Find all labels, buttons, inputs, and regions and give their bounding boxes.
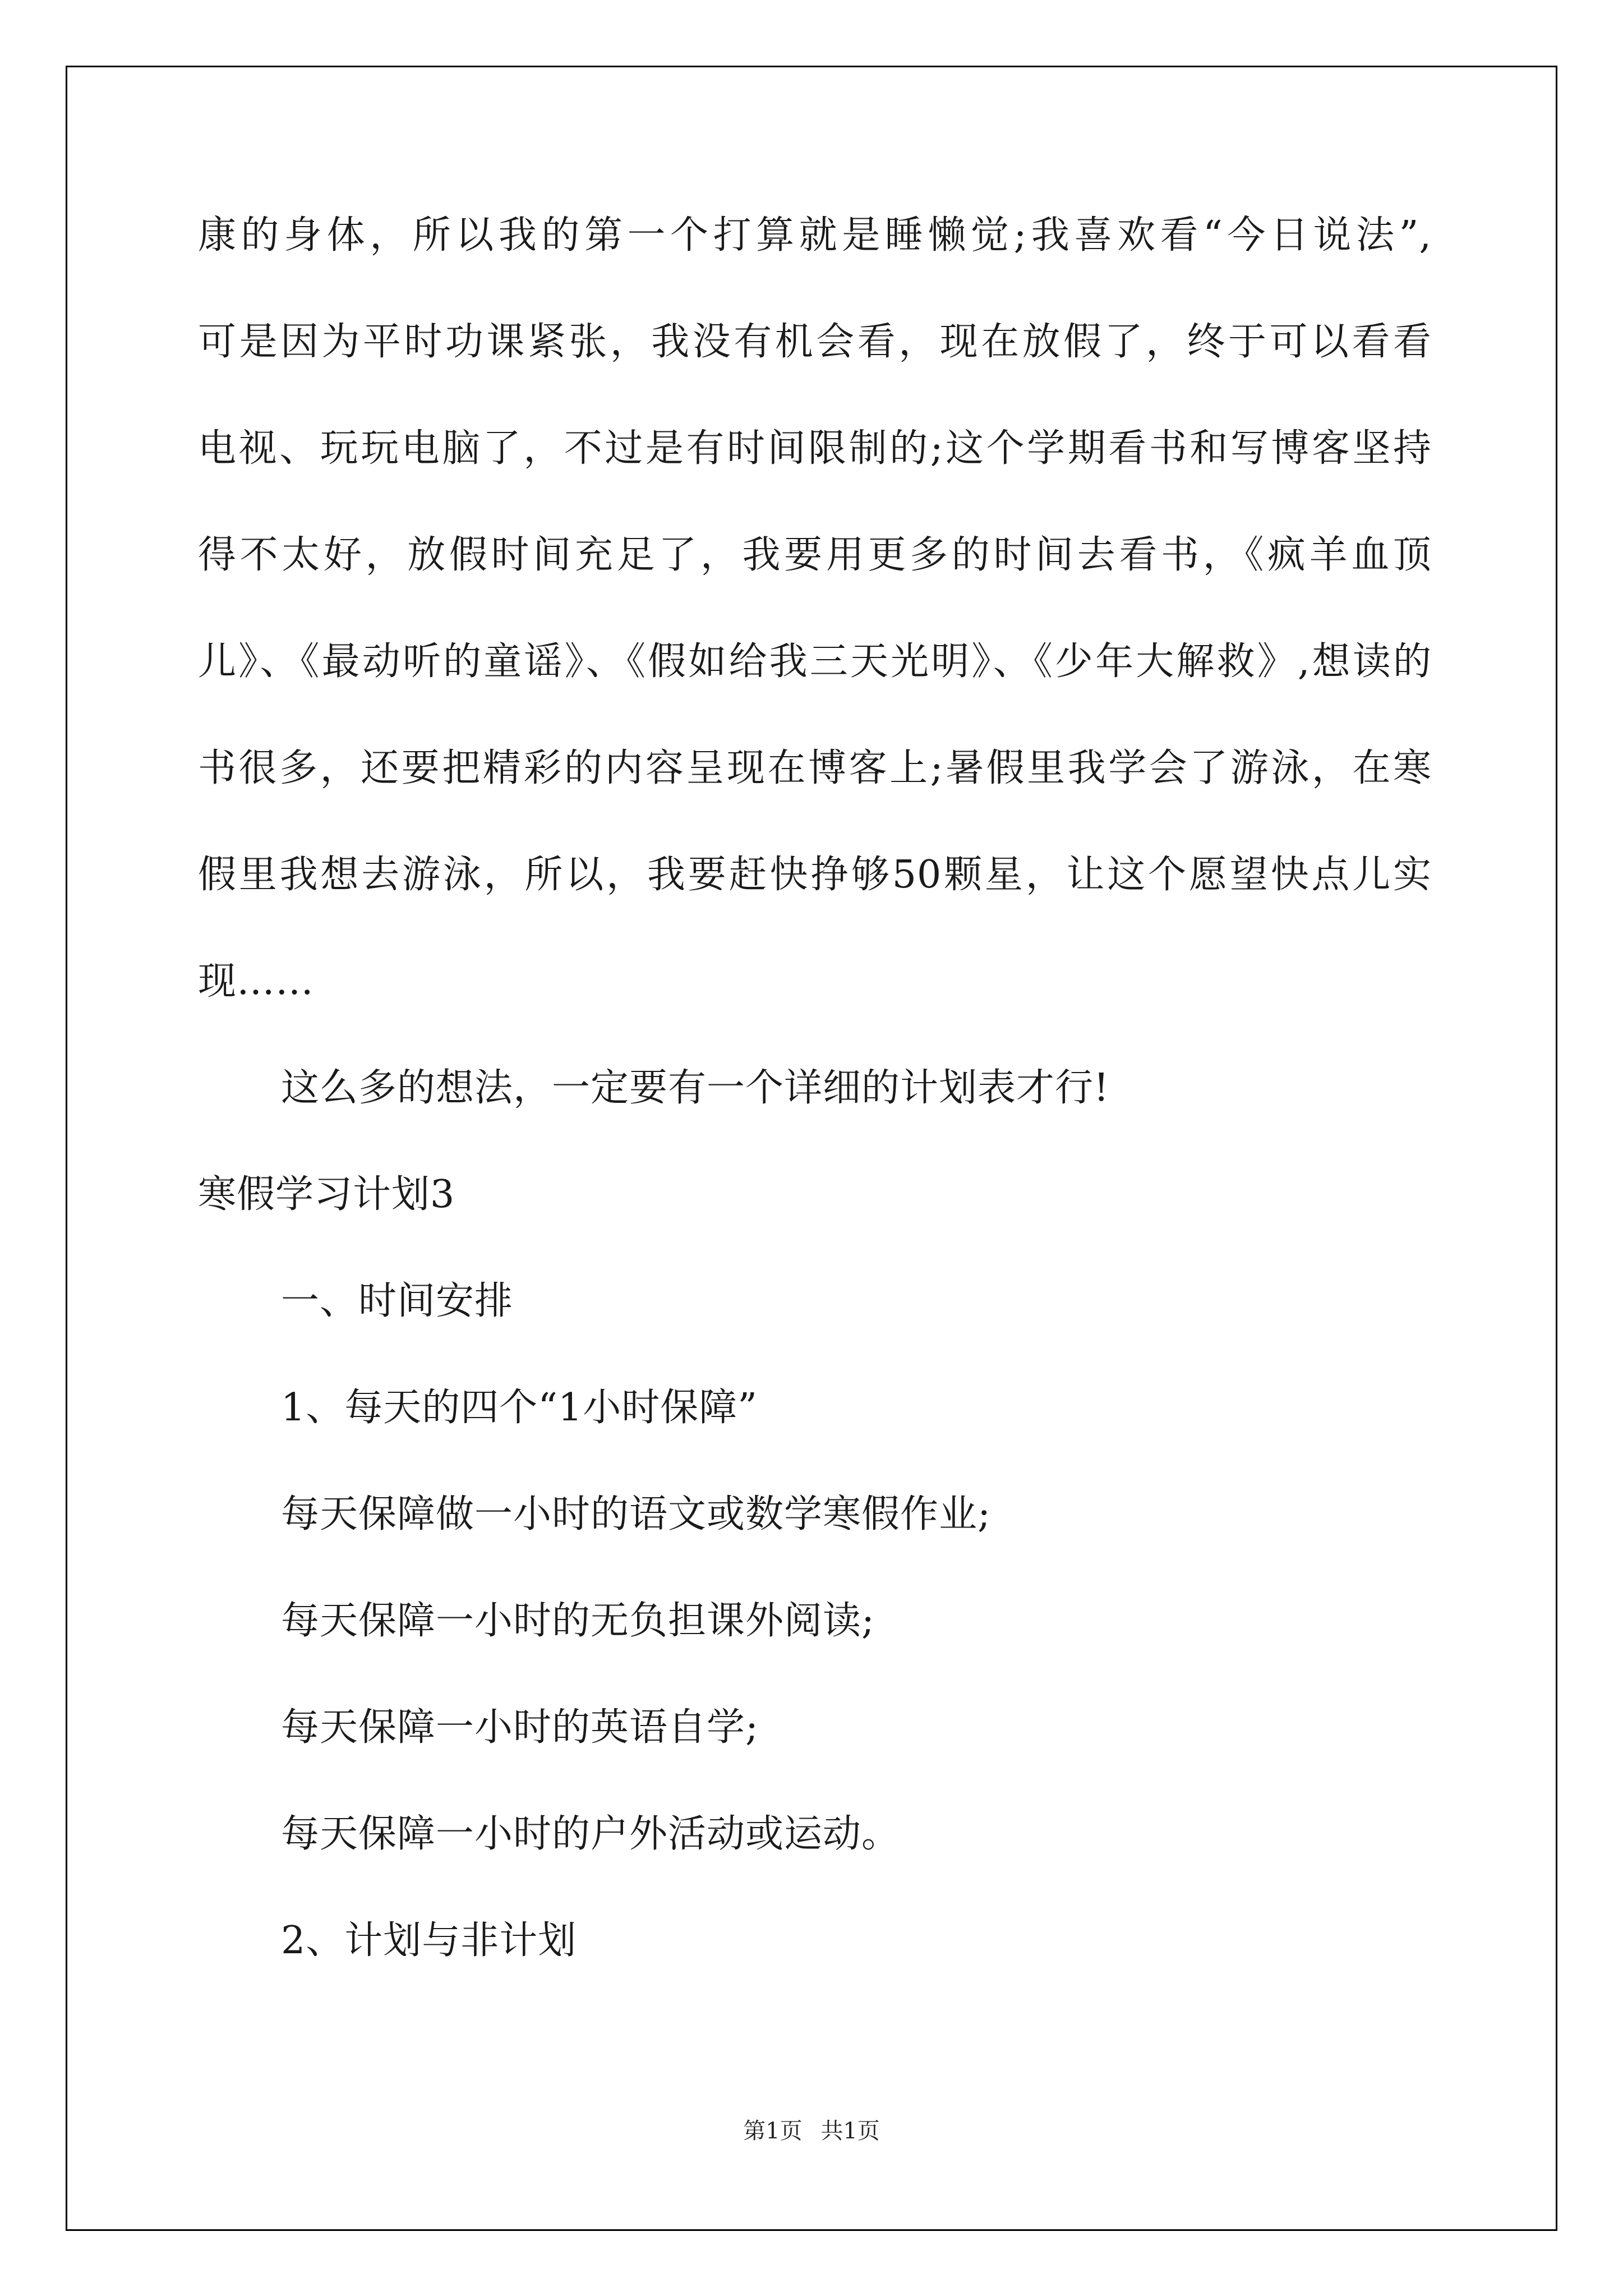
section-title: 寒假学习计划3 [198,1172,455,1217]
paragraph-line-2: 可是因为平时功课紧张，我没有机会看，现在放假了，终于可以看看 [198,320,1432,364]
page-number: 第1页 [743,2118,803,2144]
paragraph-line-5: 儿》、《最动听的童谣》、《假如给我三天光明》、《少年大解救》,想读的 [198,639,1432,684]
page-footer [0,2116,1623,2146]
paragraph-line-7: 假里我想去游泳，所以，我要赶快挣够50颗星，让这个愿望快点儿实 [198,853,1432,897]
list-item: 每天保障一小时的户外活动或运动。 [281,1812,901,1856]
list-item: 每天保障做一小时的语文或数学寒假作业; [281,1492,991,1536]
item-plan-and-nonplan: 2、计划与非计划 [281,1918,577,1963]
item-four-hour-guarantee: 1、每天的四个“1小时保障” [281,1386,758,1430]
paragraph-line-3: 电视、玩玩电脑了，不过是有时间限制的;这个学期看书和写博客坚持 [198,426,1432,471]
paragraph-line-4: 得不太好，放假时间充足了，我要用更多的时间去看书，《疯羊血顶 [198,533,1432,577]
document-body [198,213,1432,2025]
closing-line: 这么多的想法，一定要有一个详细的计划表才行! [281,1066,1110,1110]
paragraph-line-1: 康的身体，所以我的第一个打算就是睡懒觉;我喜欢看“今日说法”, [198,213,1432,257]
list-item: 每天保障一小时的无负担课外阅读; [281,1599,875,1643]
list-item: 每天保障一小时的英语自学; [281,1705,759,1750]
total-pages: 共1页 [820,2118,880,2144]
paragraph-line-6: 书很多，还要把精彩的内容呈现在博客上;暑假里我学会了游泳，在寒 [198,746,1432,790]
paragraph-line-8: 现…… [198,959,315,1004]
subheading-time-arrangement: 一、时间安排 [281,1279,514,1323]
